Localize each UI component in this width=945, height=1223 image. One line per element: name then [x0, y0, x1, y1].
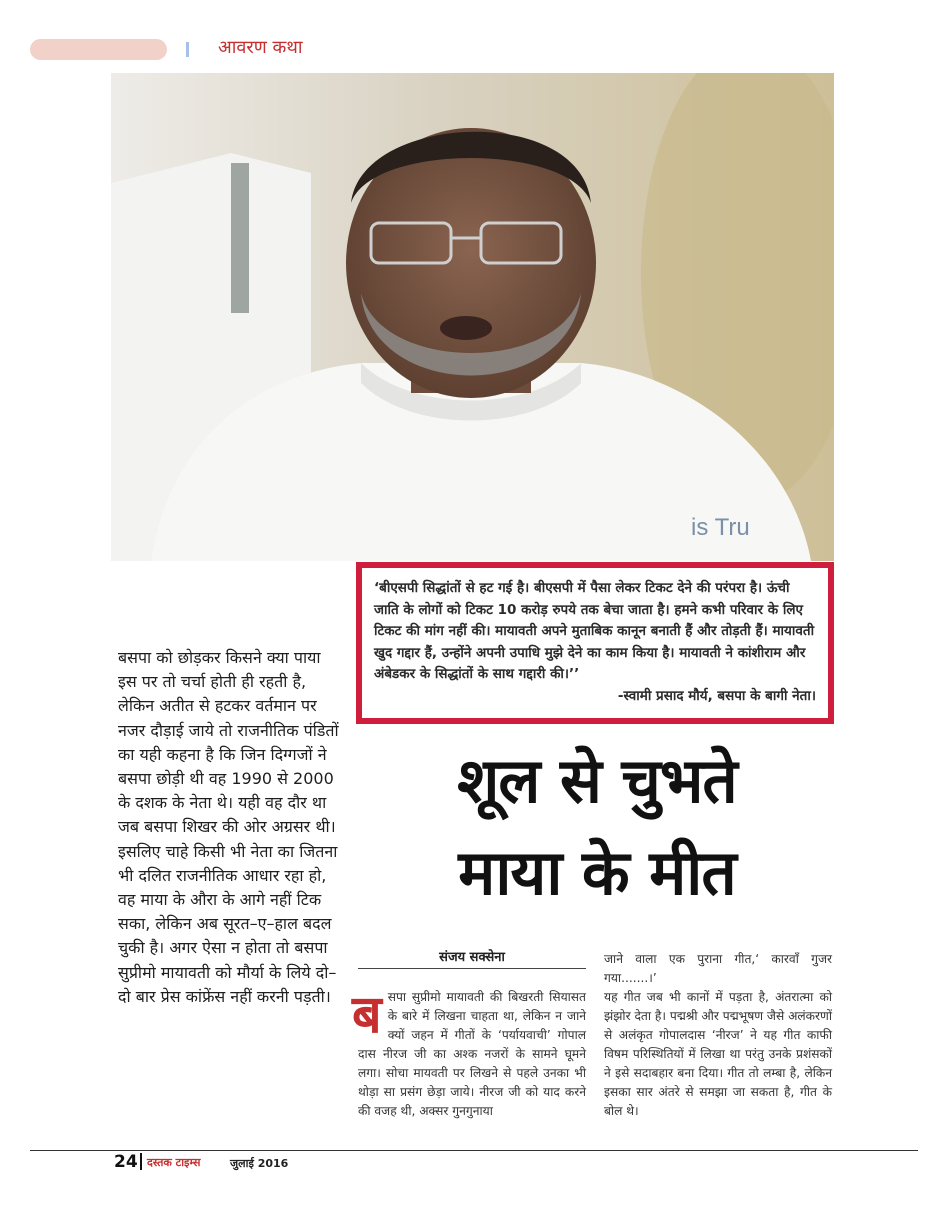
author-byline: संजय सक्सेना	[439, 950, 505, 965]
drop-cap: ब	[352, 985, 382, 1045]
footer-divider	[30, 1150, 918, 1151]
header-separator	[186, 42, 189, 57]
background-banner-text: is Tru	[691, 514, 750, 541]
intro-column: बसपा को छोड़कर किसने क्या पाया इस पर तो चर्चा होती ही रहती है, लेकिन अतीत से हटकर वर्तमान पर नजर दौड़ाई जाये तो राजनीतिक पंडितों का यही कहना है कि जिन दिग्गजों ने बसपा छोड़ी थी वह 1990 से 2000 के दशक के नेता थे। यही वह दौर था जब बसपा शिखर की ओर अग्रसर थी। इसलिए चाहे किसी भी नेता का जितना भी दलित राजनीतिक आधार रहा हो, वह माया के औरा के आगे नहीं टिक सका, लेकिन अब सूरत–ए–हाल बदल चुकी है। अगर ऐसा न होता तो बसपा सुप्रीमो मायावती को मौर्या के लिये दो–दो बार प्रेस कांफ्रेंस नहीं करनी पड़ती।	[118, 648, 339, 1006]
cover-photo	[111, 73, 834, 561]
article-column-1	[352, 985, 586, 1121]
page-number: 24	[114, 1152, 138, 1172]
article-column-1-text: सपा सुप्रीमो मायावती की बिखरती सियासत के बारे में लिखना चाहता था, लेकिन न जाने क्यों जहन में गीतों के ‘पर्यायवाची’ गोपाल दास नीरज जी का अश्क नजरों के सामने घूमने लगा। सोचा मायवती पर लिखने से पहले उनका भी थोड़ा सा प्रसंग छेड़ा जाये। नीरज जी को याद करने की वजह थी, अक्सर गुनगुनाया	[358, 990, 586, 1118]
article-column-2-para-2: यह गीत जब भी कानों में पड़ता है, अंतरात्मा को झंझोर देता है। पद्मश्री और पद्मभूषण जैसे अलंकरणों से अलंकृत गोपालदास ‘नीरज’ ने यह गीत काफी विषम परिस्थितियों में लिखा था परंतु उनके प्रशंसकों ने इसे सदाबहार बना दिया। गीत तो लम्बा है, लेकिन इसका सार अंतरे से समझा जा सकता है, गीत के बोल थे।	[604, 990, 832, 1118]
article-column-2	[604, 950, 832, 1121]
header-pill-decoration	[30, 39, 167, 60]
magazine-name: दस्तक टाइम्स	[147, 1156, 201, 1169]
article-column-2-para-1: जाने वाला एक पुराना गीत,‘ कारवाँ गुजर गया.......।’	[604, 952, 832, 985]
article-headline	[362, 735, 832, 919]
pull-quote-text: ‘बीएसपी सिद्धांतों से हट गई है। बीएसपी में पैसा लेकर टिकट देने की परंपरा है। ऊंची जाति के लोगों को टिकट 10 करोड़ रुपये तक बेचा जाता है। हमने कभी परिवार के लिए टिकट की मांग नहीं की। मायावती अपने मुताबिक कानून बनाती हैं और तोड़ती हैं। मायावती खुद गद्दार हैं, उन्होंने अपनी उपाधि मुझे देने का काम किया है। मायावती ने कांशीराम और अंबेडकर के सिद्धांतों के साथ गद्दारी की।’’	[374, 580, 815, 682]
headline-line-1: शूल से चुभते	[457, 744, 737, 817]
byline-divider	[358, 968, 586, 969]
headline-line-2: माया के मीत	[458, 836, 736, 909]
pull-quote-attribution: -स्वामी प्रसाद मौर्य, बसपा के बागी नेता।	[617, 687, 816, 704]
photo-illustration	[111, 73, 834, 561]
issue-date: जुलाई 2016	[230, 1157, 289, 1170]
section-label: आवरण कथा	[218, 37, 303, 58]
pull-quote-box	[356, 562, 834, 724]
footer-separator	[140, 1153, 142, 1170]
